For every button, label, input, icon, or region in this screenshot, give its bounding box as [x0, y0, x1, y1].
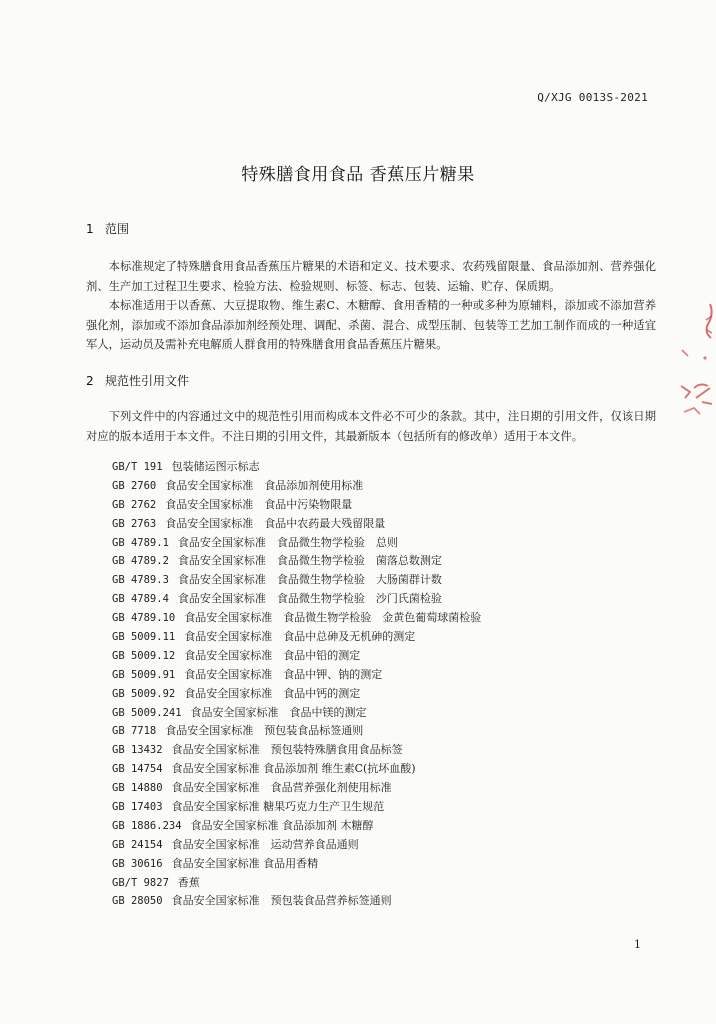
reference-title: 食品安全国家标准 食品用香精 — [171, 856, 319, 870]
reference-title: 包装储运图示标志 — [171, 460, 260, 473]
reference-item — [112, 628, 481, 647]
reference-title: 食品安全国家标准 食品中农药最大残留限量 — [165, 516, 386, 530]
page-number: 1 — [634, 938, 641, 951]
section-number: 2 — [86, 374, 94, 388]
reference-title: 食品安全国家标准 预包装食品营养标签通则 — [171, 894, 392, 908]
reference-item — [112, 779, 481, 798]
reference-code: GB 4789.2 — [112, 555, 169, 568]
seal-stamp-fragment — [676, 290, 716, 440]
reference-title: 食品安全国家标准 糖果巧克力生产卫生规范 — [171, 800, 385, 814]
reference-code: GB 4789.1 — [112, 536, 169, 549]
reference-item — [112, 722, 481, 741]
reference-title: 食品安全国家标准 食品微生物学检验 沙门氏菌检验 — [177, 592, 442, 606]
reference-title: 食品安全国家标准 运动营养食品通则 — [171, 837, 359, 851]
reference-title: 食品安全国家标准 预包装食品标签通则 — [165, 724, 364, 738]
reference-code: GB 5009.11 — [112, 631, 176, 644]
reference-code: GB 4789.10 — [112, 612, 176, 625]
reference-item — [112, 817, 481, 836]
reference-item — [112, 666, 481, 685]
section-number: 1 — [86, 222, 94, 236]
reference-code: GB 2760 — [112, 479, 157, 492]
reference-item — [112, 874, 481, 893]
section-title: 规范性引用文件 — [105, 374, 190, 388]
reference-title: 食品安全国家标准 食品微生物学检验 大肠菌群计数 — [177, 573, 442, 587]
reference-item — [112, 855, 481, 874]
reference-title: 食品安全国家标准 食品中镁的测定 — [190, 705, 367, 719]
reference-code: GB 5009.92 — [112, 687, 176, 700]
reference-item — [112, 534, 481, 553]
reference-title: 食品安全国家标准 食品添加剂使用标准 — [165, 478, 364, 492]
reference-item — [112, 552, 481, 571]
reference-title: 食品安全国家标准 食品中总砷及无机砷的测定 — [184, 630, 416, 644]
reference-title: 香蕉 — [177, 875, 200, 889]
reference-title: 食品安全国家标准 预包装特殊膳食用食品标签 — [171, 743, 403, 757]
reference-title: 食品安全国家标准 食品中污染物限量 — [165, 497, 353, 511]
reference-title: 食品安全国家标准 食品中钾、钠的测定 — [184, 667, 383, 681]
reference-list — [112, 458, 481, 911]
references-intro-paragraph: 下列文件中的内容通过文中的规范性引用而构成本文件必不可少的条款。其中，注日期的引用文件，仅该日期对应的版本适用于本文件。不注日期的引用文件，其最新版本（包括所有的修改单）适用于本文件。 — [86, 410, 656, 443]
reference-item — [112, 760, 481, 779]
reference-code: GB 4789.3 — [112, 574, 169, 587]
reference-title: 食品安全国家标准 食品微生物学检验 金黄色葡萄球菌检验 — [184, 611, 482, 625]
reference-title: 食品安全国家标准 食品微生物学检验 总则 — [177, 535, 398, 549]
reference-item — [112, 496, 481, 515]
reference-item — [112, 685, 481, 704]
reference-code: GB 2762 — [112, 498, 157, 511]
section-title: 范围 — [105, 222, 130, 236]
reference-code: GB 4789.4 — [112, 593, 169, 606]
reference-title: 食品安全国家标准 食品微生物学检验 菌落总数测定 — [177, 554, 442, 568]
reference-item — [112, 571, 481, 590]
reference-code: GB 5009.241 — [112, 706, 182, 719]
reference-code: GB 5009.91 — [112, 668, 176, 681]
reference-code: GB 5009.12 — [112, 649, 176, 662]
reference-title: 食品安全国家标准 食品营养强化剂使用标准 — [171, 781, 392, 795]
reference-code: GB 17403 — [112, 801, 163, 814]
reference-item — [112, 798, 481, 817]
reference-item — [112, 458, 481, 477]
reference-code: GB 24154 — [112, 838, 163, 851]
reference-code: GB 2763 — [112, 517, 157, 530]
section-2-heading — [86, 372, 189, 389]
reference-code: GB/T 9827 — [112, 876, 169, 889]
document-code: Q/XJG 0013S-2021 — [537, 91, 648, 104]
reference-item — [112, 704, 481, 723]
reference-item — [112, 741, 481, 760]
reference-item — [112, 609, 481, 628]
reference-code: GB 30616 — [112, 857, 163, 870]
reference-code: GB 14754 — [112, 763, 163, 776]
reference-item — [112, 892, 481, 911]
reference-code: GB 14880 — [112, 782, 163, 795]
reference-code: GB 1886.234 — [112, 819, 182, 832]
reference-item — [112, 477, 481, 496]
scope-paragraph-2: 本标准适用于以香蕉、大豆提取物、维生素C、木糖醇、食用香精的一种或多种为原辅料，添加或不添加营养强化剂，添加或不添加食品添加剂经预处理、调配、杀菌、混合、成型压制、包装等工艺加工制作而成的一种适宜军人，运动员及需补充电解质人群食用的特殊膳食用食品香蕉压片糖果。 — [86, 299, 656, 351]
scope-paragraph-1: 本标准规定了特殊膳食用食品香蕉压片糖果的术语和定义、技术要求、农药残留限量、食品添加剂、营养强化剂、生产加工过程卫生要求、检验方法、检验规则、标签、标志、包装、运输、贮存、保质期。 — [86, 260, 656, 293]
reference-title: 食品安全国家标准 食品添加剂 维生素C(抗坏血酸) — [171, 762, 416, 776]
reference-code: GB 28050 — [112, 895, 163, 908]
reference-item — [112, 836, 481, 855]
document-title: 特殊膳食用食品 香蕉压片糖果 — [241, 165, 475, 185]
reference-item — [112, 515, 481, 534]
reference-title: 食品安全国家标准 食品中铅的测定 — [184, 648, 361, 662]
reference-code: GB 7718 — [112, 725, 157, 738]
reference-item — [112, 590, 481, 609]
reference-code: GB 13432 — [112, 744, 163, 757]
reference-code: GB/T 191 — [112, 461, 163, 473]
reference-title: 食品安全国家标准 食品添加剂 木糖醇 — [190, 818, 374, 832]
section-1-heading — [86, 220, 129, 237]
reference-title: 食品安全国家标准 食品中钙的测定 — [184, 686, 361, 700]
reference-item — [112, 647, 481, 666]
